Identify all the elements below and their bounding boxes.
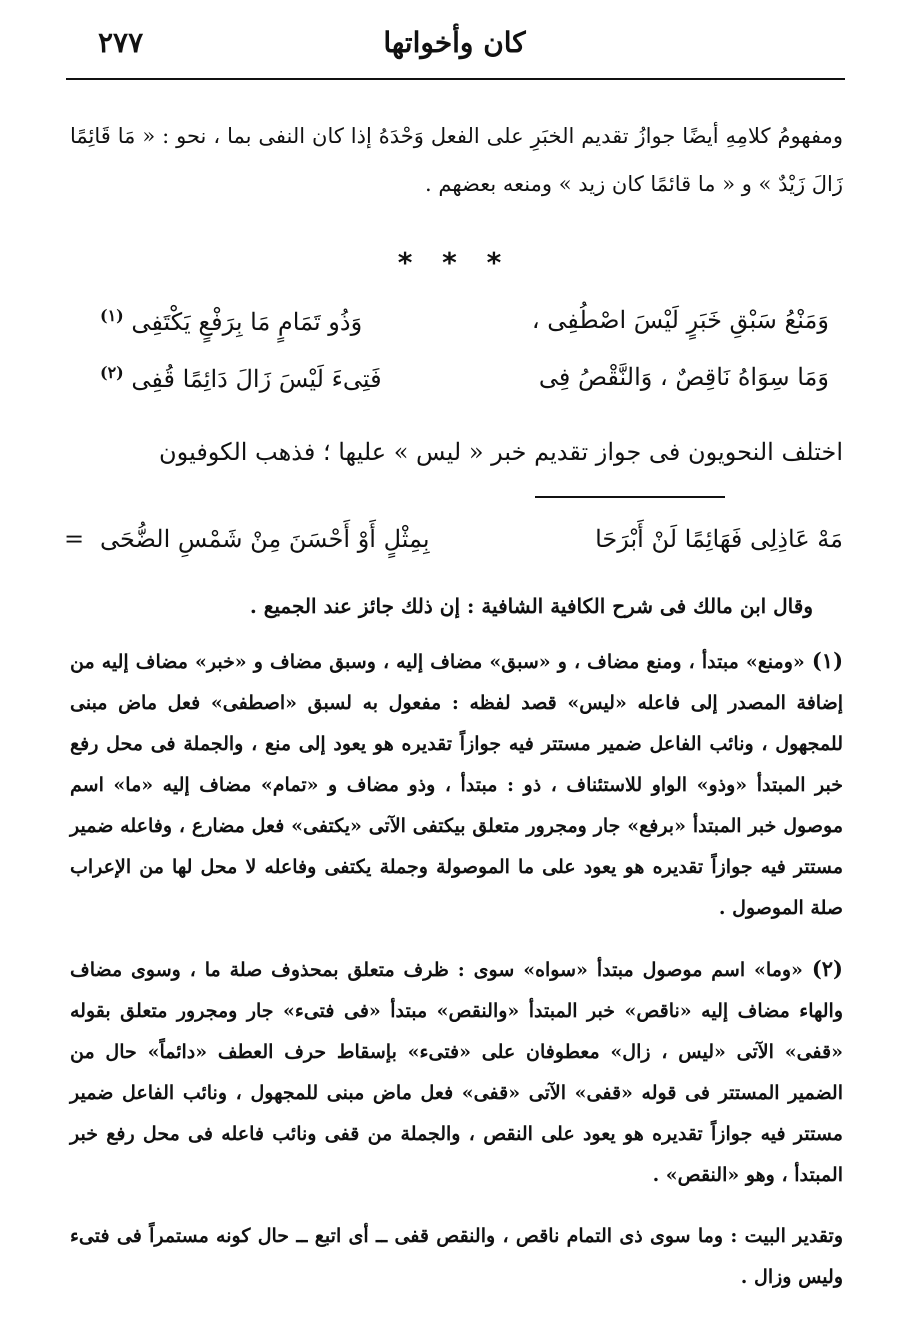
continued-verse <box>64 525 843 571</box>
continued-verse-second-hemistich: بِمِثْلٍ أَوْ أَحْسَنَ مِنْ شَمْسِ الضُّحَى <box>100 525 430 553</box>
header-rule <box>66 78 845 80</box>
verse-meaning-note <box>70 1216 843 1298</box>
verse-2-second-hemistich <box>100 363 382 393</box>
footnote-ref-1: (١) <box>100 306 124 325</box>
verse-2-first-hemistich: وَمَا سِوَاهُ نَاقِصٌ ، وَالنَّقْصُ فِى <box>538 363 829 391</box>
page-header <box>70 20 839 70</box>
continuation-mark: = <box>64 525 85 553</box>
commentary-paragraph: اختلف النحويون فى جواز تقديم خبر « ليس » عليها ؛ فذهب الكوفيون <box>159 438 843 466</box>
verse-1-first-hemistich: وَمَنْعُ سَبْقِ خَبَرٍ لَيْسَ اصْطُفِى ، <box>531 306 829 334</box>
verse-line-2 <box>100 363 829 407</box>
verse-1-second-text: وَذُو تَمَامٍ مَا بِرَفْعٍ يَكْتَفِى <box>131 308 363 336</box>
page-number: ٢٧٧ <box>98 26 144 59</box>
continued-verse-first-hemistich: مَهْ عَاذِلِى فَهَائِمًا لَنْ أَبْرَحَا <box>595 525 843 553</box>
section-separator: * * * <box>397 246 512 279</box>
footnote-2-text: «وما» اسم موصول مبتدأ «سواه» سوى : ظرف متعلق بمحذوف صلة ما ، وسوى مضاف والهاء مضاف إليه «ناقص» خبر المبتدأ «والنقص» مبتدأ «فى فتىء» جار ومجرور متعلق بقوله «قفى» الآتى «ليس ، زال» معطوفان على «فتىء» بإسقاط حرف العطف «دائماً» حال من الضمير المستتر فى قوله «قفى» الآتى «قفى» فعل ماض مبنى للمجهول ، ونائب الفاعل ضمير مستتر فيه جوازاً تقديره هو يعود على النقص ، والجملة من قفى ونائب فاعله فى محل رفع خبر المبتدأ ، وهو «النقص» . <box>70 959 843 1186</box>
footnote-1 <box>70 640 843 929</box>
running-title: كان وأخواتها <box>383 26 526 59</box>
intro-paragraph: ومفهومُ كلامِهِ أيضًا جوازُ تقديم الخبَرِ على الفعل وَحْدَهُ إذا كان النفى بما ، نحو : « مَا قَائِمًا زَالَ زَيْدٌ » و « ما قائمًا كان زيد » ومنعه بعضهم . <box>70 124 843 196</box>
verse-meaning-text: وتقدير البيت : وما سوى ذى التمام ناقص ، والنقص قفى ــ أى اتبع ــ حال كونه مستمراً فى فتىء وليس وزال . <box>70 1225 843 1288</box>
footnote-1-number: (١) <box>811 648 843 673</box>
ibn-malik-note: وقال ابن مالك فى شرح الكافية الشافية : إن ذلك جائز عند الجميع . <box>249 594 813 618</box>
verse-1-second-hemistich <box>100 306 362 336</box>
footnote-1-text: «ومنع» مبتدأ ، ومنع مضاف ، و «سبق» مضاف إليه ، وسبق مضاف و «خبر» مضاف إليه من إضافة المصدر إلى فاعله «ليس» قصد لفظه : مفعول به لسبق «اصطفى» فعل ماض مبنى للمجهول ، ونائب الفاعل ضمير مستتر فيه جوازاً تقديره هو يعود إلى منع ، والجملة فى محل رفع خبر المبتدأ «وذو» الواو للاستئناف ، ذو : مبتدأ ، وذو مضاف و «تمام» مضاف إليه «ما» اسم موصول خبر المبتدأ «برفع» جار ومجرور متعلق بيكتفى الآتى «يكتفى» فعل مضارع ، وفاعله ضمير مستتر فيه جوازاً تقديره هو يعود على ما الموصولة وجملة يكتفى وفاعله لا محل لها من الإعراب صلة الموصول . <box>70 651 843 919</box>
verse-2-second-text: فَتِىءَ لَيْسَ زَالَ دَائِمًا قُفِى <box>131 365 382 393</box>
footnote-ref-2: (٢) <box>100 363 124 382</box>
footnote-2 <box>70 948 843 1196</box>
footnote-2-number: (٢) <box>811 956 843 981</box>
verse-line-1 <box>100 306 829 350</box>
footnote-separator-rule <box>535 496 725 498</box>
